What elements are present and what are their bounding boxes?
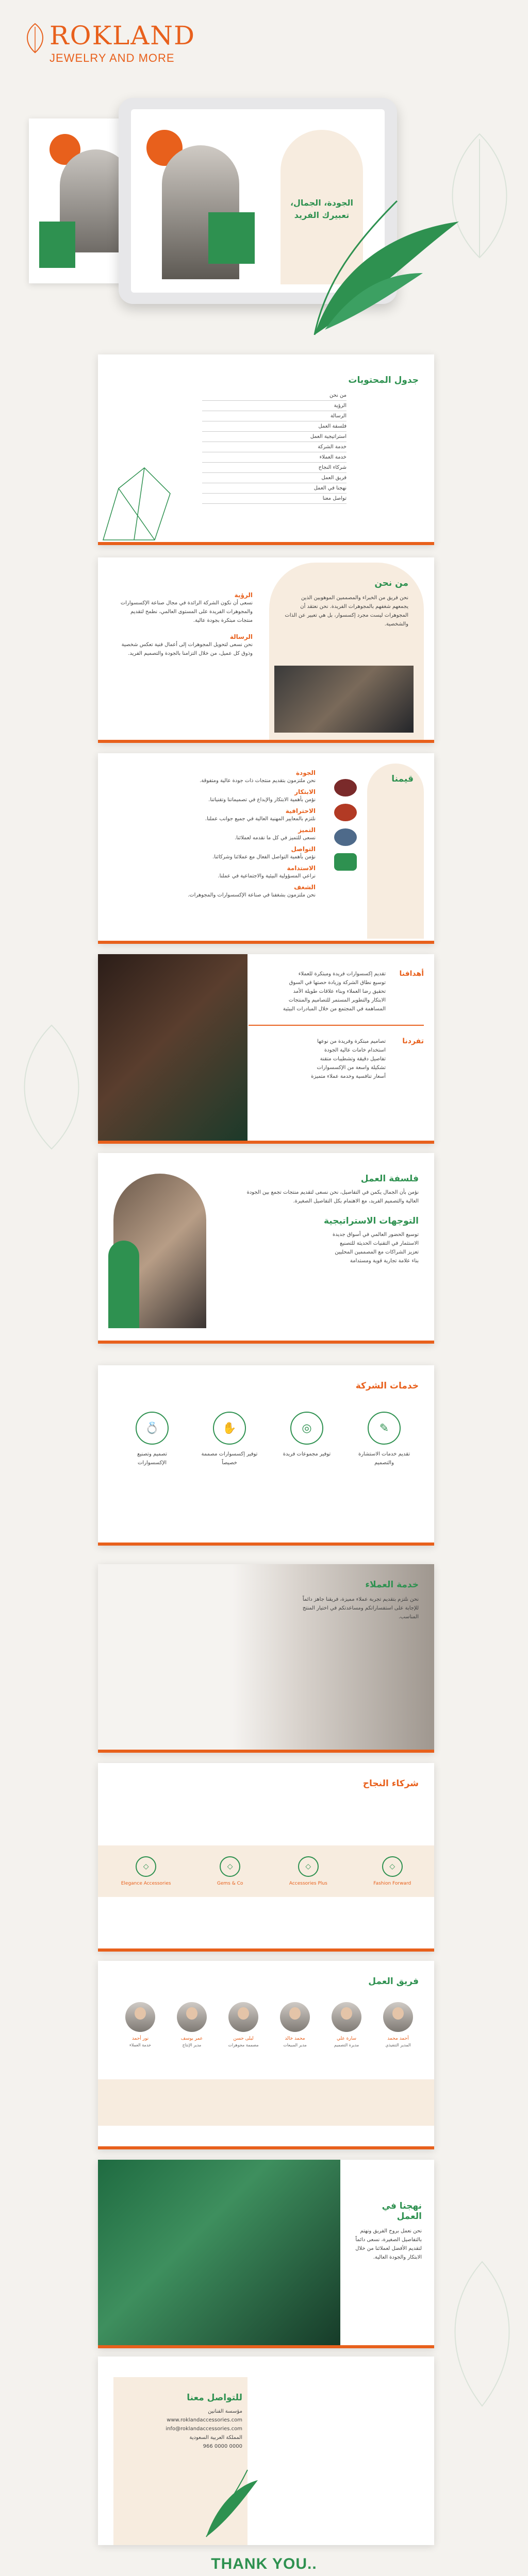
crystal-outline-icon [98, 457, 175, 545]
contact-website[interactable]: www.roklandaccessories.com [167, 2417, 242, 2423]
thank-you-text: THANK YOU.. [211, 2555, 317, 2572]
team-floor [98, 2079, 434, 2126]
value-item: الابتكار نؤمن بأهمية الابتكار والإبداع في تصميماتنا وتقنياتنا. [208, 788, 316, 803]
values-arch [367, 764, 424, 939]
avatar [125, 2002, 155, 2032]
hand-gift-icon: ✋ [213, 1412, 246, 1445]
avatar [383, 2002, 413, 2032]
contact-name: مؤسسة الفنانين [208, 2409, 242, 2414]
goals-photo [98, 954, 248, 1144]
service-item: ✋ توفير إكسسوارات مصممة خصيصاً [201, 1412, 258, 1467]
about-text: نحن فريق من الخبراء والمصممين الموهوبين الذين يجمعهم شغفهم بالمجوهرات الفريدة. نحن نعتقد أن المجوهرات ليست مجرد إكسسوار، بل هي تعبير عن الذات والشخصية. [285, 595, 408, 627]
partner-logo: ◇ Fashion Forward [373, 1856, 411, 1886]
toc-item[interactable]: الرسالة [202, 411, 346, 421]
team-slide [98, 1961, 434, 2149]
logo-icon: ◇ [298, 1856, 319, 1877]
services-slide [98, 1365, 434, 1546]
value-item: الجودة نحن ملتزمون بتقديم منتجات ذات جودة عالية ومتفوقة. [200, 769, 316, 784]
about-slide [98, 557, 434, 743]
strategy-list: توسيع الحضور العالمي في أسواق جديدة الاستثمار في التقنيات الحديثة للتصنيع تعزيز الشراكات مع المصممين المحليين بناء علامة تجارية قوية ومستدامة [332, 1232, 419, 1264]
slide-accent-bar [98, 542, 434, 545]
customer-photo [98, 1564, 434, 1753]
logo-icon: ◇ [220, 1856, 240, 1877]
logo-icon: ◇ [382, 1856, 403, 1877]
necklace-icon: ◎ [290, 1412, 323, 1445]
contact-phone[interactable]: 966 0000 0000 [203, 2444, 242, 2449]
brand-header [50, 23, 195, 65]
toc-item[interactable]: من نحن [202, 391, 346, 401]
toc-slide [98, 354, 434, 545]
approach-text: نحن نعمل بروح الفريق ونهتم بالتفاصيل الصغيرة، نسعى دائماً لتقديم الأفضل لعملائنا من خلال الابتكار والجودة العالية. [355, 2228, 422, 2260]
uniqueness-list: تصاميم مبتكرة وفريدة من نوعها استخدام خامات عالية الجودة تفاصيل دقيقة وتشطيبات متقنة تشكيلة واسعة من الإكسسوارات أسعار تنافسية وخدمة عملاء متميزة [311, 1039, 386, 1079]
toc-item[interactable]: تواصل معنا [202, 494, 346, 504]
brand-tagline: JEWELRY AND MORE [50, 52, 175, 64]
mission-text: نحن نسعى لتحويل المجوهرات إلى أعمال فنية تعكس شخصية وذوق كل عميل، من خلال التزامنا بالجودة والتصميم الفريد. [121, 642, 253, 656]
team-member: محمد خالد مدير المبيعات [274, 2002, 316, 2047]
toc-item[interactable]: فريق العمل [202, 473, 346, 483]
service-item: ✎ تقديم خدمات الاستشارة والتصميم [356, 1412, 412, 1467]
ring-icon: 💍 [136, 1412, 169, 1445]
logo-icon: ◇ [136, 1856, 156, 1877]
contact-address: المملكة العربية السعودية [189, 2435, 242, 2441]
vision-text: نسعى أن نكون الشركة الرائدة في مجال صناعة الإكسسوارات والمجوهرات الفريدة على المستوى العالمي، نطمح لتقديم منتجات مبتكرة بجودة عالية. [120, 600, 253, 623]
customer-title: خدمة العملاء [365, 1580, 419, 1590]
brand-name: ROKLAND [50, 21, 196, 50]
toc-list [202, 391, 346, 504]
avatar [228, 2002, 258, 2032]
brand-ornament-icon [24, 23, 46, 54]
toc-item[interactable]: استراتيجية العمل [202, 432, 346, 442]
partner-logo: ◇ Elegance Accessories [121, 1856, 171, 1886]
goals-list: تقديم إكسسوارات فريدة ومبتكرة للعملاء توسيع نطاق الشركة وزيادة حصتها في السوق تحقيق رضا العملاء وبناء علاقات طويلة الأمد الابتكار والتطوير المستمر للتصاميم والمنتجات المساهمة في المجتمع من خلال المبادرات البيئية [283, 971, 386, 1012]
contact-email[interactable]: info@roklandaccessories.com [166, 2426, 242, 2432]
avatar [177, 2002, 207, 2032]
design-board-icon: ✎ [368, 1412, 401, 1445]
customer-text: نحن نلتزم بتقديم تجربة عملاء مميزة، فريقنا جاهز دائماً للإجابة على استفساراتكم ومساعدتكم في اختيار المنتج المناسب. [302, 1597, 419, 1620]
approach-title: نهجنا في العمل [382, 2201, 422, 2222]
customer-slide [98, 1564, 434, 1753]
philosophy-slide [98, 1153, 434, 1344]
team-title: فريق العمل [368, 1976, 419, 1987]
toc-item[interactable]: نهجنا في العمل [202, 483, 346, 494]
values-slide [98, 753, 434, 944]
value-item: التواصل نؤمن بأهمية التواصل الفعال مع عملائنا وشركائنا. [212, 845, 316, 860]
value-item: الاحترافية نلتزم بالمعايير المهنية العالية في جميع جوانب عملنا. [205, 807, 316, 822]
values-list [120, 766, 316, 900]
philosophy-title: فلسفة العمل [360, 1174, 419, 1184]
toc-item[interactable]: خدمة العملاء [202, 452, 346, 463]
team-member: عمر يوسف مدير الإنتاج [171, 2002, 212, 2047]
strategy-title: التوجهات الاستراتيجية [323, 1216, 419, 1226]
value-item: التميز نسعى للتميز في كل ما نقدمه لعملائنا. [235, 826, 316, 841]
partners-title: شركاء النجاح [362, 1778, 419, 1789]
team-member: ليلى حسن مصممة مجوهرات [223, 2002, 264, 2047]
cover-title: الجودة، الجمال، تعبيرك الفريد [290, 198, 354, 220]
team-member: أحمد محمد المدير التنفيذي [377, 2002, 419, 2047]
slide-accent-bar [98, 1141, 434, 1144]
contact-slide [98, 2357, 434, 2545]
slide-accent-bar [98, 1341, 434, 1344]
partner-logo: ◇ Gems & Co [217, 1856, 243, 1886]
team-member: نور أحمد خدمة العملاء [120, 2002, 161, 2047]
slide-accent-bar [98, 941, 434, 944]
goals-slide [98, 954, 434, 1144]
leaf-decoration-icon [10, 1020, 93, 1154]
leaf-decoration-icon [443, 2257, 521, 2411]
slide-accent-bar [98, 2345, 434, 2348]
contact-title: للتواصل معنا [187, 2393, 242, 2403]
vision-title: الرؤية [234, 591, 253, 599]
slide-accent-bar [98, 2146, 434, 2149]
about-photo [274, 666, 414, 733]
service-item: 💍 تصميم وتصنيع الإكسسوارات [124, 1412, 180, 1467]
philosophy-photo-green [108, 1241, 139, 1328]
partners-slide [98, 1763, 434, 1952]
toc-title: جدول المحتويات [348, 375, 419, 385]
slide-accent-bar [98, 1948, 434, 1952]
about-title: من نحن [374, 578, 408, 588]
team-member: سارة علي مديرة التصميم [326, 2002, 367, 2047]
avatar [280, 2002, 310, 2032]
approach-photo [98, 2160, 340, 2348]
values-gem-photos [326, 779, 357, 871]
toc-item[interactable]: خدمة الشركة [202, 442, 346, 452]
mission-title: الرسالة [229, 633, 253, 640]
value-item: الشغف نحن ملتزمون بشغفنا في صناعة الإكسسوارات والمجوهرات. [188, 884, 316, 898]
philosophy-text: نؤمن بأن الجمال يكمن في التفاصيل، نحن نسعى لتقديم منتجات تجمع بين الجودة العالية والتصميم الفريد، مع الاهتمام بكل التفاصيل الصغيرة. [246, 1190, 419, 1204]
approach-slide [98, 2160, 434, 2348]
uniqueness-title: تفردنا [402, 1037, 424, 1045]
values-title: قيمنا [391, 774, 414, 784]
leaf-bundle-icon [201, 2460, 263, 2542]
avatar [332, 2002, 361, 2032]
toc-item[interactable]: الرؤية [202, 401, 346, 411]
goals-title: أهدافنا [399, 970, 424, 978]
services-title: خدمات الشركة [355, 1381, 419, 1391]
slide-accent-bar [98, 1543, 434, 1546]
toc-item[interactable]: شركاء النجاح [202, 463, 346, 473]
value-item: الاستدامة نراعي المسؤولية البيئية والاجتماعية في عملنا. [218, 865, 316, 879]
slide-accent-bar [98, 740, 434, 743]
leaf-bundle-icon [294, 170, 469, 345]
toc-item[interactable]: فلسفة العمل [202, 421, 346, 432]
partner-logo: ◇ Accessories Plus [289, 1856, 327, 1886]
partners-row [98, 1845, 434, 1897]
service-item: ◎ توفير مجموعات فريدة [278, 1412, 335, 1459]
slide-accent-bar [98, 1750, 434, 1753]
